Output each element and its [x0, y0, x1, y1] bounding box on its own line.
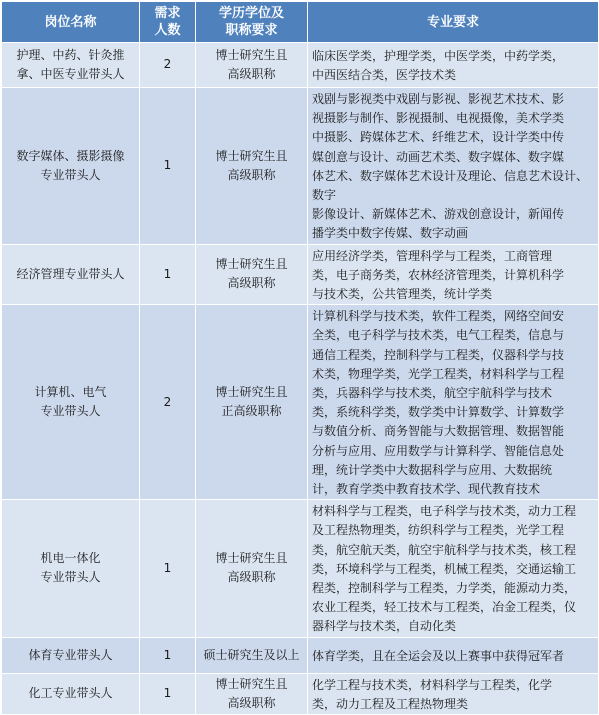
- text-line: 体育专业带头人: [28, 647, 113, 662]
- text-line: 高级职称: [227, 67, 276, 81]
- text-line: 计，教育学类中教育技术学、现代教育技术: [312, 482, 541, 497]
- text-line: 博士研究生且: [215, 148, 288, 163]
- cell-requirements: [308, 500, 599, 637]
- text-line: 与数值分析、商务智能与大数据管理、数据智能: [312, 424, 565, 439]
- cell-education: [196, 244, 308, 305]
- text-line: 学历学位及: [218, 6, 284, 21]
- text-line: 及工程热物理类，纺织科学与工程类，光学工程: [312, 523, 565, 538]
- cell-education: [196, 673, 308, 714]
- table-row: [2, 305, 599, 500]
- text-line: 计算机、电气: [34, 385, 107, 400]
- cell-position: [2, 88, 140, 245]
- cell-position: [2, 305, 140, 500]
- text-line: 分析与应用、应用数学与计算科学、智能信息处: [312, 443, 565, 458]
- table-row: [2, 88, 599, 245]
- text-line: 戏剧与影视类中戏剧与影视、影视艺术技术、影: [312, 92, 565, 106]
- text-line: 类，环境科学与工程类，机械工程类，交通运输工: [312, 561, 577, 576]
- cell-position: [2, 500, 140, 637]
- text-line: 需求: [154, 6, 181, 21]
- text-line: 与技术类，公共管理类，统计学类: [312, 287, 493, 302]
- text-line: 职称要求: [225, 23, 278, 38]
- cell-requirements: [308, 637, 599, 673]
- text-line: 视摄影与制作、影视摄制、电视摄像，美术学类: [312, 111, 565, 126]
- text-line: 高级职称: [227, 570, 276, 585]
- cell-count: 2: [140, 305, 196, 500]
- cell-count: 2: [140, 43, 196, 88]
- text-line: 影像设计、新媒体艺术、游戏创意设计，新闻传: [312, 207, 565, 222]
- text-line: 农业工程类，轻工技术与工程类，冶金工程类，仪: [312, 600, 577, 615]
- header-position: [2, 2, 140, 43]
- text-line: 高级职称: [227, 167, 276, 182]
- header-education: [196, 2, 308, 43]
- text-line: 专业要求: [426, 14, 479, 30]
- text-line: 器科学与技术类，自动化类: [312, 619, 457, 634]
- text-line: 程类，控制科学与工程类，力学类，能源动力类，: [312, 581, 577, 596]
- cell-education: [196, 500, 308, 637]
- text-line: 中摄影、跨媒体艺术、纤维艺术，设计学类中传: [312, 130, 565, 145]
- text-line: 经济管理专业带头人: [16, 266, 125, 281]
- text-line: 类，兵器科学与技术类，航空宇航科学与技术: [312, 386, 553, 401]
- cell-requirements: [308, 673, 599, 714]
- text-line: 化学工程与技术类，材料科学与工程类，化学: [312, 677, 553, 692]
- cell-education: [196, 43, 308, 88]
- text-line: 高级职称: [227, 695, 276, 710]
- text-line: 类，电子商务类，农林经济管理类，计算机科学: [312, 267, 565, 282]
- text-line: 通信工程类，控制科学与工程类，仪器科学与技: [312, 347, 565, 362]
- recruitment-table: [1, 1, 599, 715]
- cell-count: 1: [140, 500, 196, 637]
- text-line: 博士研究生且: [215, 551, 288, 566]
- text-line: 硕士研究生及以上: [203, 647, 300, 662]
- cell-count: 1: [140, 88, 196, 245]
- table-row: [2, 637, 599, 673]
- header-requirements: [308, 2, 599, 43]
- text-line: 高级职称: [227, 276, 276, 291]
- text-line: 机电一体化: [40, 551, 101, 566]
- text-line: 拿、中医专业带头人: [16, 67, 125, 81]
- cell-requirements: [308, 244, 599, 305]
- text-line: 全类，电子科学与技术类，电气工程类，信息与: [312, 328, 565, 343]
- text-line: 正高级职称: [221, 404, 282, 419]
- cell-position: [2, 43, 140, 88]
- text-line: 中西医结合类，医学技术类: [312, 68, 457, 82]
- text-line: 博士研究生且: [215, 385, 288, 400]
- text-line: 人数: [154, 23, 181, 38]
- table-row: [2, 43, 599, 88]
- text-line: 博士研究生且: [215, 257, 288, 272]
- text-line: 博士研究生且: [215, 676, 288, 691]
- cell-education: [196, 305, 308, 500]
- cell-position: [2, 673, 140, 714]
- text-line: 化工专业带头人: [28, 686, 113, 701]
- text-line: 理，统计学类中大数据科学与应用、大数据统: [312, 462, 553, 477]
- text-line: 类，动力工程及工程热物理类: [312, 696, 469, 711]
- cell-requirements: [308, 43, 599, 88]
- text-line: 类，航空航天类，航空宇航科学与技术类，核工程: [312, 542, 577, 557]
- text-line: 岗位名称: [44, 14, 97, 30]
- cell-count: 1: [140, 673, 196, 714]
- text-line: 类，系统科学类，数学类中计算数学、计算数学: [312, 405, 565, 420]
- text-line: 应用经济学类，管理科学与工程类，工商管理: [312, 248, 553, 263]
- cell-count: 1: [140, 637, 196, 673]
- table-row: [2, 500, 599, 637]
- text-line: 媒创意与设计、动画艺术类、数字媒体、数字媒: [312, 149, 565, 164]
- text-line: 临床医学类，护理学类，中医学类，中药学类，: [312, 48, 565, 63]
- text-line: 播学类中数字传媒、数字动画: [312, 226, 469, 241]
- table-row: [2, 673, 599, 714]
- cell-education: [196, 637, 308, 673]
- cell-position: [2, 637, 140, 673]
- text-line: 计算机科学与技术类，软件工程类，网络空间安: [312, 309, 565, 324]
- text-line: 术类，物理学类，光学工程类，材料科学与工程: [312, 366, 565, 381]
- cell-requirements: [308, 305, 599, 500]
- cell-education: [196, 88, 308, 245]
- text-line: 专业带头人: [40, 570, 101, 585]
- text-line: 专业带头人: [40, 404, 101, 419]
- text-line: 博士研究生且: [215, 47, 288, 62]
- header-count: [140, 2, 196, 43]
- text-line: 体育学类，且在全运会及以上赛事中获得冠军者: [312, 648, 565, 663]
- text-line: 护理、中药、针灸推: [16, 47, 125, 62]
- text-line: 专业带头人: [40, 167, 101, 182]
- table-row: [2, 244, 599, 305]
- cell-requirements: [308, 88, 599, 245]
- text-line: 体艺术、数字媒体艺术设计及理论、信息艺术设计、数字: [312, 168, 589, 203]
- cell-position: [2, 244, 140, 305]
- text-line: 数字媒体、摄影摄像: [16, 148, 125, 163]
- cell-count: 1: [140, 244, 196, 305]
- text-line: 材料科学与工程类，电子科学与技术类，动力工程: [312, 504, 577, 519]
- table-header-row: [2, 2, 599, 43]
